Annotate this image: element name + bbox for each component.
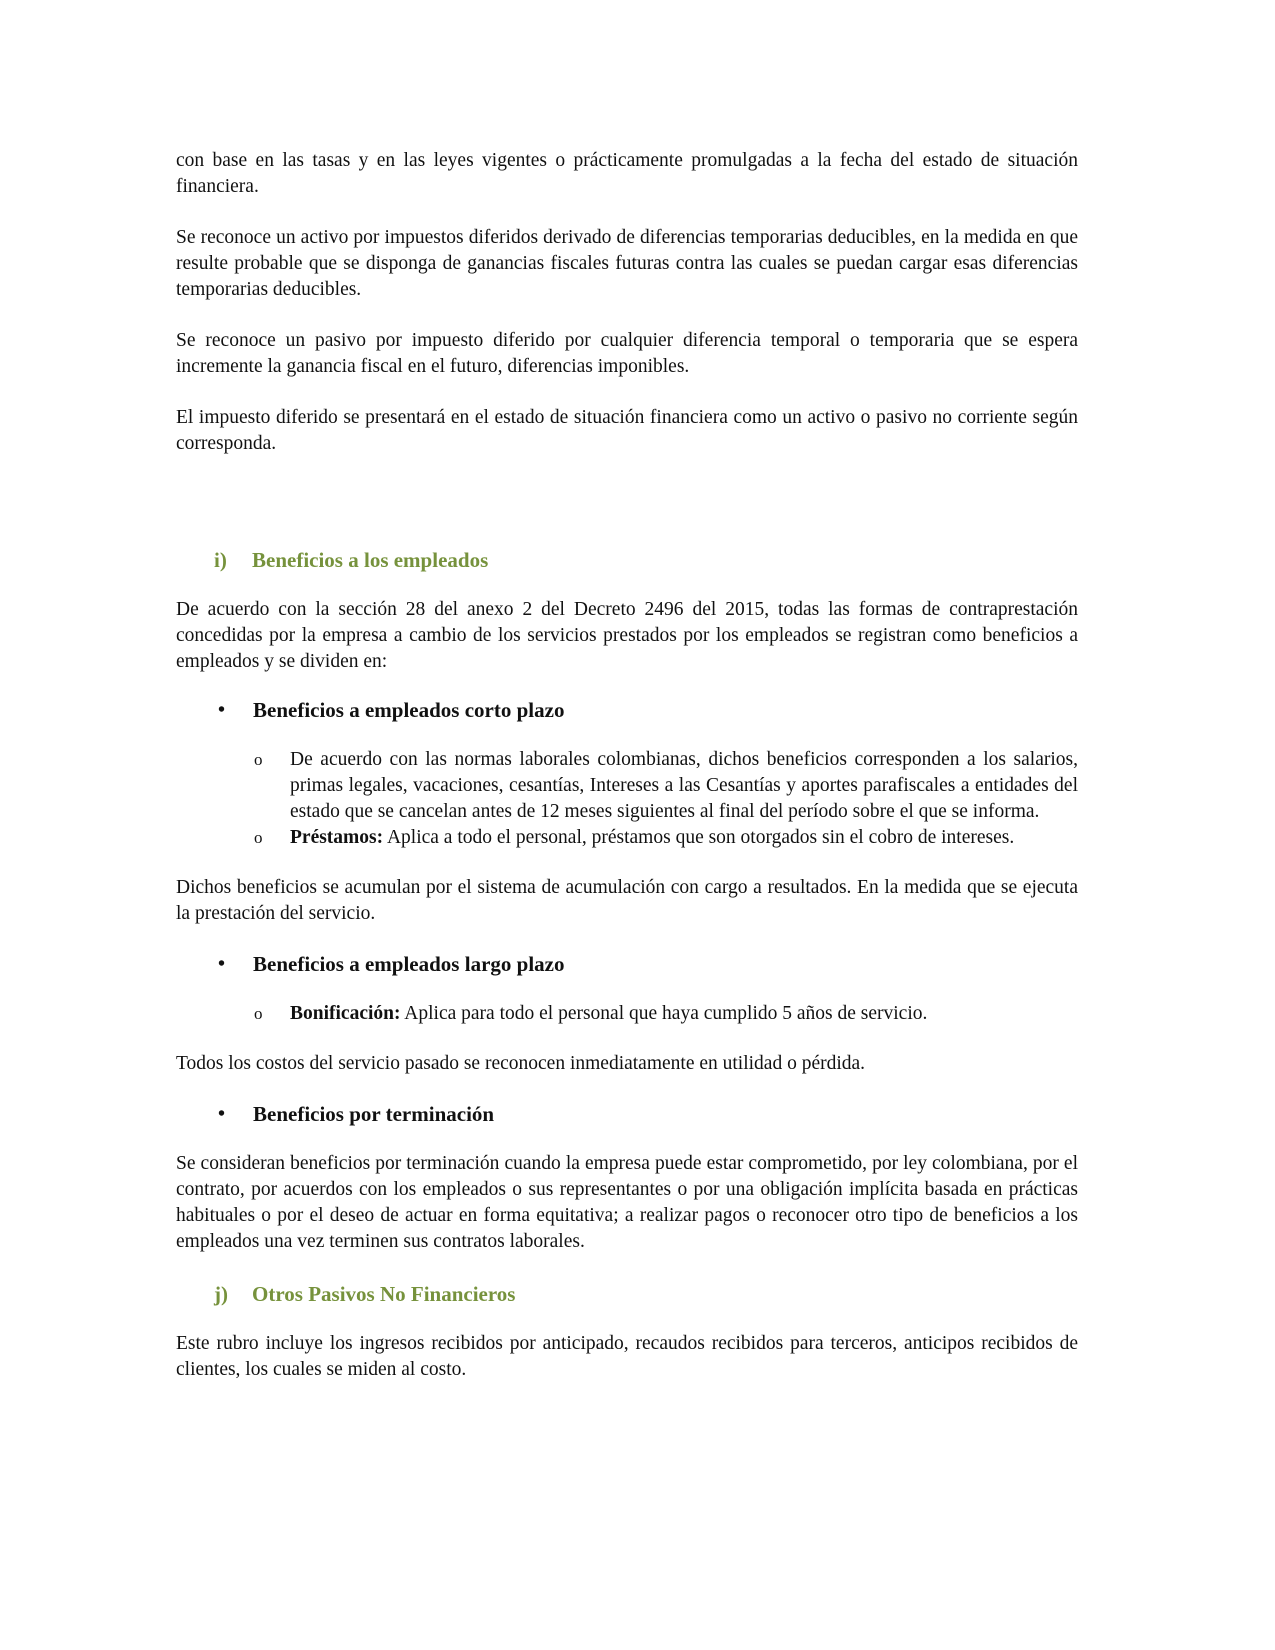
paragraph: Se reconoce un pasivo por impuesto diferido por cualquier diferencia temporal o temporaria que se espera incremente la ganancia fiscal en el futuro, diferencias imponibles. (176, 330, 1078, 377)
bullet-heading-short-term (176, 695, 1078, 725)
circle-bullet-icon: o (254, 828, 263, 847)
paragraph: con base en las tasas y en las leyes vigentes o prácticamente promulgadas a la fecha del estado de situación financiera. (176, 150, 1078, 197)
paragraph: Se consideran beneficios por terminación cuando la empresa puede estar comprometido, por ley colombiana, por el contrato, por acuerdos con los empleados o sus representantes o por una obligación implícita basada en prácticas habituales o por el deseo de actuar en forma equitativa; a realizar pagos o reconocer otro tipo de beneficios a los empleados una vez terminen sus contratos laborales. (176, 1153, 1078, 1252)
bullet-title: Beneficios a empleados corto plazo (253, 698, 565, 722)
bullet-icon: • (218, 1103, 226, 1125)
sub-bullet-text: De acuerdo con las normas laborales colombianas, dichos beneficios corresponden a los salarios, primas legales, vacaciones, cesantías, Intereses a las Cesantías y aportes parafiscales a entidades del estado que se cancelan antes de 12 meses siguientes al final del período sobre el que se informa. (290, 749, 1078, 822)
section-number: i) (214, 548, 227, 572)
bullet-title: Beneficios a empleados largo plazo (253, 952, 565, 976)
circle-bullet-icon: o (254, 1004, 263, 1023)
bullet-icon: • (218, 699, 226, 721)
paragraph: Todos los costos del servicio pasado se reconocen inmediatamente en utilidad o pérdida. (176, 1053, 866, 1074)
bullet-heading-long-term (176, 949, 1078, 979)
paragraph: De acuerdo con la sección 28 del anexo 2 del Decreto 2496 del 2015, todas las formas de contraprestación concedidas por la empresa a cambio de los servicios prestados por los empleados se registran como beneficios a empleados y se dividen en: (176, 599, 1078, 672)
sub-bullet-item (176, 825, 1078, 851)
paragraph: El impuesto diferido se presentará en el estado de situación financiera como un activo o pasivo no corriente según corresponda. (176, 407, 1078, 454)
sub-bullet-text: Aplica para todo el personal que haya cumplido 5 años de servicio. (400, 1003, 928, 1024)
paragraph: Dichos beneficios se acumulan por el sistema de acumulación con cargo a resultados. En la medida que se ejecuta la prestación del servicio. (176, 877, 1078, 924)
circle-bullet-icon: o (254, 750, 263, 769)
paragraph: Este rubro incluye los ingresos recibidos por anticipado, recaudos recibidos para terceros, anticipos recibidos de clientes, los cuales se miden al costo. (176, 1333, 1078, 1380)
section-title: Otros Pasivos No Financieros (252, 1282, 516, 1306)
sub-bullet-label: Bonificación: (290, 1003, 401, 1024)
sub-bullet-text: Aplica a todo el personal, préstamos que son otorgados sin el cobro de intereses. (383, 827, 1015, 848)
bullet-icon: • (218, 953, 226, 975)
section-heading-i (176, 545, 1078, 575)
paragraph: Se reconoce un activo por impuestos diferidos derivado de diferencias temporarias deducibles, en la medida en que resulte probable que se disponga de ganancias fiscales futuras contra las cuales se puedan cargar esas diferencias temporarias deducibles. (176, 227, 1078, 300)
bullet-title: Beneficios por terminación (253, 1102, 495, 1126)
sub-bullet-item (176, 747, 1078, 825)
bullet-heading-termination (176, 1099, 1078, 1129)
document-page (176, 148, 1078, 1383)
section-heading-j (176, 1279, 1078, 1309)
section-number: j) (214, 1282, 228, 1306)
section-title: Beneficios a los empleados (252, 548, 489, 572)
sub-bullet-label: Préstamos: (290, 827, 384, 848)
sub-bullet-item (176, 1001, 1078, 1027)
